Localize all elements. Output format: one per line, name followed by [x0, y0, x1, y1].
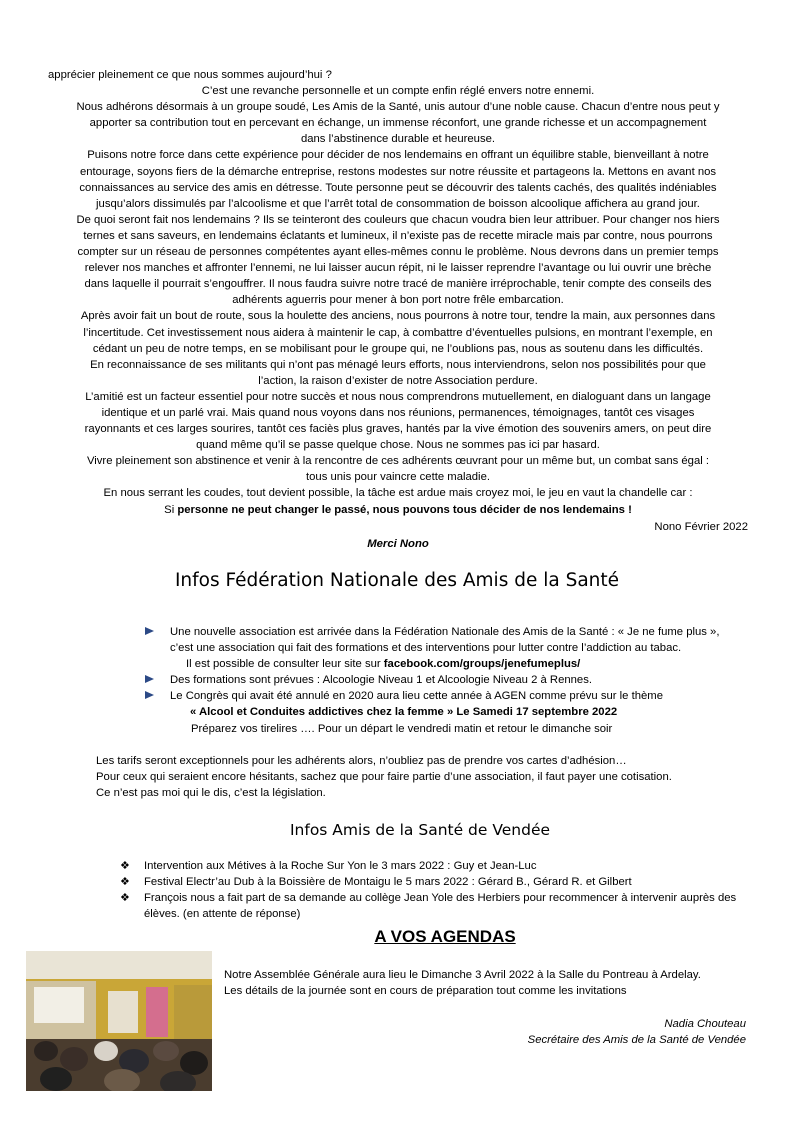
- letter-line: apprécier pleinement ce que nous sommes aujourd’hui ?: [48, 69, 332, 81]
- letter-line: rayonnants et ces larges sourires, tantôt ces faciès plus graves, hantés par la vive émotion des souvenirs amers, on peut dire: [84, 423, 712, 436]
- agenda-signature: [400, 1016, 746, 1048]
- letter-line: Après avoir fait un bout de route, sous la houlette des anciens, nous pourrons à notre tour, tendre la main, aux personnes dans: [80, 310, 716, 323]
- letter-line: apporter sa contribution tout en percevant en échange, un immense réconfort, une grande richesse et un accompagnement: [89, 117, 707, 130]
- letter-line: Puisons notre force dans cette expérience pour décider de nos lendemains en offrant un équilibre stable, bienveillant à notre: [87, 149, 709, 162]
- letter-line: entourage, soyons fiers de la démarche entreprise, restons modestes sur notre réussite et partageons la. Mettons en avant nos: [79, 165, 717, 178]
- letter-line: l’incertitude. Cet investissement nous aidera à maintenir le cap, à combattre d’éventuelles pulsions, en montrant l’exemple, en: [83, 326, 713, 339]
- closing-bold: personne ne peut changer le passé, nous pouvons tous décider de nos lendemains !: [177, 503, 632, 516]
- diamond-bullet-icon: ❖: [120, 891, 130, 905]
- letter-line: connaissances au service des amis en détresse. Toute personne peut se découvrir des talents cachés, des qualités indéniables: [79, 181, 717, 194]
- site-link[interactable]: facebook.com/groups/jenefumeplus/: [383, 658, 581, 671]
- letter-line: adhérents aguerris pour mener à bon port notre frêle embarcation.: [232, 294, 564, 307]
- federation-notes: [96, 753, 756, 801]
- letter-line: dans l’abstinence durable et heureuse.: [300, 133, 496, 146]
- author-role: Secrétaire des Amis de la Santé de Vendée: [527, 1034, 746, 1047]
- list-item: Des formations sont prévues : Alcoologie Niveau 1 et Alcoologie Niveau 2 à Rennes.: [143, 672, 743, 688]
- letter-line: Vivre pleinement son abstinence et venir à la rencontre de ces adhérents œuvrant pour un même but, un combat sans égal :: [86, 455, 710, 468]
- letter-line: jusqu’alors dissimulés par l’alcoolisme et que l’arrêt total de consommation de boisson alcoolique affichera au grand jour.: [96, 197, 700, 210]
- agenda-line: Les détails de la journée sont en cours de préparation tout comme les invitations: [224, 985, 627, 998]
- list-item: ❖ Festival Electr’au Dub à la Boissière de Montaigu le 5 mars 2022 : Gérard B., Gérard R. et Gilbert: [120, 874, 740, 890]
- diamond-bullet-icon: ❖: [120, 859, 130, 872]
- letter-line: tous unis pour vaincre cette maladie.: [306, 471, 490, 484]
- tarifs-line: Les tarifs seront exceptionnels pour les adhérents alors, n’oubliez pas de prendre vos cartes d’adhésion…: [96, 755, 627, 767]
- letter-line: En nous serrant les coudes, tout devient possible, la tâche est ardue mais croyez moi, le jeu en vaut la chandelle car :: [103, 487, 693, 500]
- federation-title: Infos Fédération Nationale des Amis de la Santé: [174, 570, 620, 591]
- prepare-line: Préparez vos tirelires …. Pour un départ le vendredi matin et retour le dimanche soir: [191, 722, 613, 735]
- letter-body: [48, 67, 748, 552]
- cotisation-line: Pour ceux qui seraient encore hésitants, sachez que pour faire partie d’une association, il faut payer une cotisation.: [96, 771, 672, 784]
- arrow-bullet-icon: [145, 675, 154, 683]
- letter-line: Nous adhérons désormais à un groupe soudé, Les Amis de la Santé, unis autour d’une noble cause. Chacun d’entre nous peut y: [76, 101, 720, 114]
- letter-line: De quoi seront fait nos lendemains ? Ils se teinteront des couleurs que chacun voudra bien leur attribuer. Pour changer nos hiers: [76, 213, 720, 226]
- agenda-text: [224, 967, 754, 999]
- letter-line: quand même qu’il se passe quelque chose. Nous ne sommes pas ici par hasard.: [196, 439, 600, 452]
- letter-closing: Si personne ne peut changer le passé, nous pouvons tous décider de nos lendemains !: [164, 503, 632, 516]
- letter-line: l’action, la raison d’exister de notre Association perdure.: [258, 374, 538, 387]
- agenda-line: Notre Assemblée Générale aura lieu le Dimanche 3 Avril 2022 à la Salle du Pontreau à Ardelay.: [224, 969, 701, 981]
- letter-line: compter sur un réseau de personnes compétentes ayant elles-mêmes connu le problème. Nous devrons dans un premier temps: [77, 246, 719, 259]
- vendee-title: Infos Amis de la Santé de Vendée: [289, 821, 551, 839]
- arrow-bullet-icon: [145, 691, 154, 699]
- author-name: Nadia Chouteau: [664, 1018, 746, 1030]
- letter-line: dans laquelle il pourrait s’engouffrer. Il nous faudra suivre notre tracé de manière irréprochable, tenir compte des conseils des: [84, 278, 712, 291]
- letter-line: L’amitié est un facteur essentiel pour notre succès et nous nous comprendrons mutuellement, en dialoguant dans un langage: [85, 390, 711, 403]
- letter-line: En reconnaissance de ses militants qui n’ont pas ménagé leurs efforts, nous interviendrons, selon nos possibilités pour que: [90, 358, 706, 371]
- legislation-line: Ce n’est pas moi qui le dis, c’est la législation.: [96, 787, 326, 800]
- list-item: ❖ François nous a fait part de sa demande au collège Jean Yole des Herbiers pour recommencer à intervenir auprès des élèves. (en attente de réponse): [120, 891, 737, 921]
- letter-line: ternes et sans saveurs, en lendemains éclatants et lumineux, il n’existe pas de recette miracle mais par contre, nous pourrons: [83, 229, 713, 242]
- list-item: Une nouvelle association est arrivée dans la Fédération Nationale des Amis de la Santé : « Je ne fume plus », c’est une association qui fait des formations et des interventions pour lutter contre l’addiction au tabac.: [143, 624, 743, 656]
- federation-section: [143, 624, 743, 737]
- list-item: Le Congrès qui avait été annulé en 2020 aura lieu cette année à AGEN comme prévu sur le thème: [143, 688, 743, 704]
- agenda-title: A VOS AGENDAS: [374, 927, 516, 946]
- letter-line: identique et un parlé vrai. Mais quand nous voyons dans nos réunions, permanences, témoignages, tantôt ces visages: [101, 406, 695, 419]
- letter-signature: Nono Février 2022: [654, 520, 748, 533]
- meeting-photo: [26, 951, 212, 1091]
- list-item: ❖ Intervention aux Métives à la Roche Sur Yon le 3 mars 2022 : Guy et Jean-Luc: [120, 858, 740, 874]
- letter-line: cédant un peu de notre temps, en se mobilisant pour le groupe qui, ne l’oublions pas, nous as soutenu dans les difficultés.: [92, 342, 704, 355]
- site-line: Il est possible de consulter leur site sur facebook.com/groups/jenefumeplus/: [186, 658, 581, 671]
- meeting-room-image: [26, 951, 212, 1091]
- arrow-bullet-icon: [145, 627, 154, 635]
- letter-line: C’est une revanche personnelle et un compte enfin réglé envers notre ennemi.: [201, 85, 595, 98]
- diamond-bullet-icon: ❖: [120, 875, 130, 889]
- letter-thanks: Merci Nono: [367, 537, 429, 550]
- letter-line: relever nos manches et affronter l’ennemi, ne lui laisser aucun répit, ni le laisser reprendre l’avantage ou lui ouvrir une brèche: [84, 262, 712, 275]
- congress-theme: « Alcool et Conduites addictives chez la femme » Le Samedi 17 septembre 2022: [190, 706, 618, 719]
- vendee-section: [120, 858, 740, 922]
